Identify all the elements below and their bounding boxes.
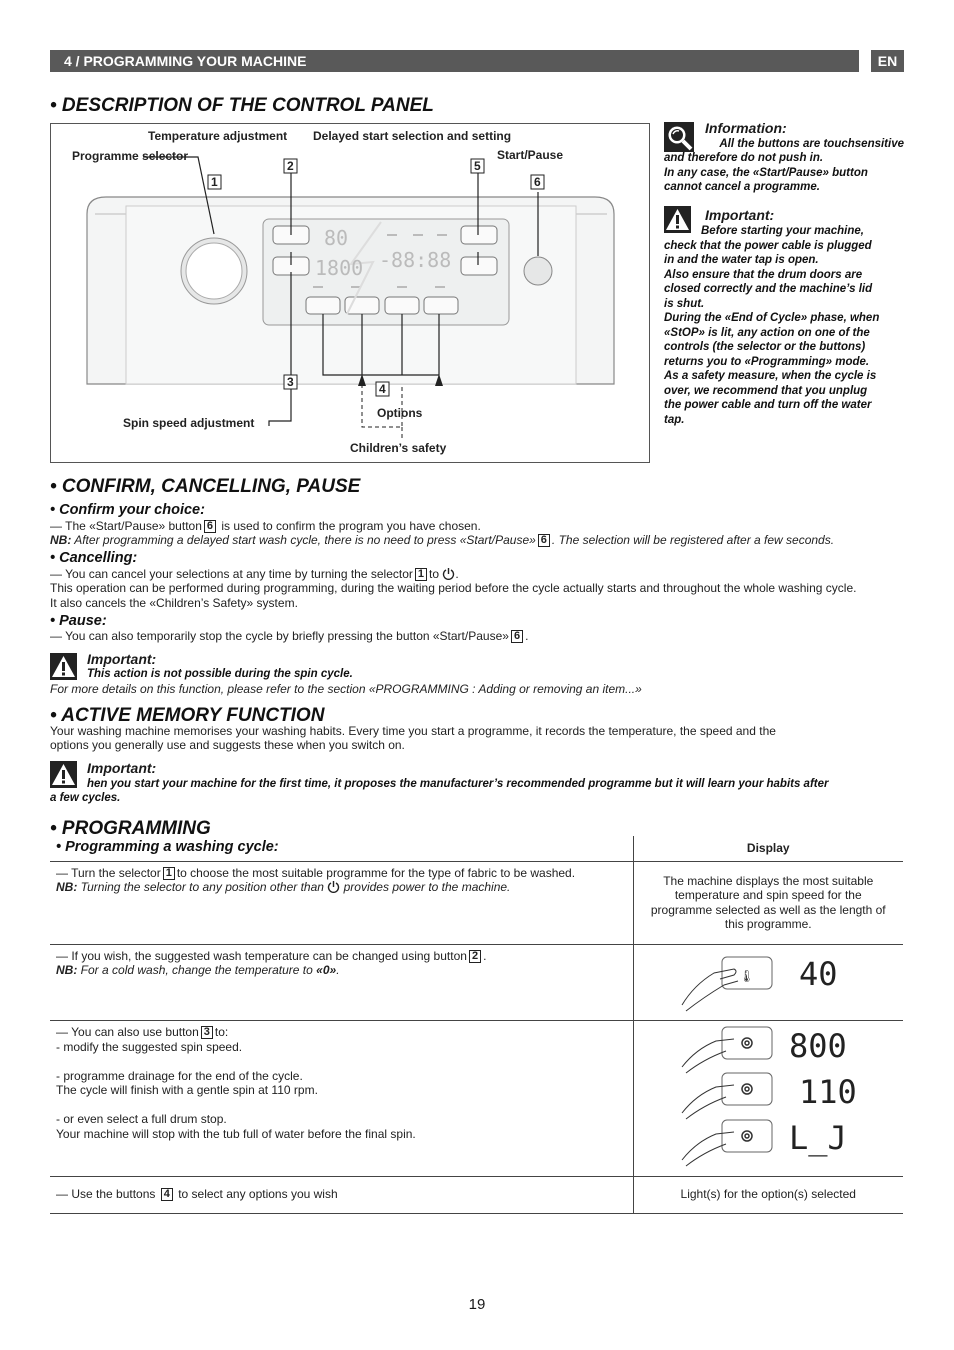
warning-icon [50, 761, 77, 793]
pause-title: • Pause: [50, 613, 107, 629]
pause-text [50, 629, 528, 644]
text: to select any options you wish [178, 1186, 338, 1201]
cancelling-text-1 [50, 567, 459, 582]
ref-3: 3 [201, 1026, 213, 1039]
label-programme-selector: Programme selector [72, 149, 189, 163]
table-header-row [50, 836, 903, 861]
row1-display: The machine displays the most suitable temperature and spin speed for the programme selected as well as the length of this programme. [633, 861, 903, 944]
display-value: 110 [799, 1073, 858, 1111]
information-line-1: All the buttons are touchsensitive [719, 138, 904, 150]
confirm-choice-text [50, 519, 910, 534]
memory-text-1: Your washing machine memorises your washing habits. Every time you start a programme, it records the temperature, the speed and the [50, 724, 776, 738]
table-row [50, 1021, 903, 1177]
information-line-2: and therefore do not push in. [664, 152, 824, 164]
text: is used to confirm the program you have chosen. [221, 519, 481, 533]
row2-display [633, 944, 903, 1021]
text: to: [214, 1025, 229, 1039]
table-row [50, 861, 903, 944]
text: For a cold wash, change the temperature to [80, 963, 313, 977]
table-row [50, 944, 903, 1021]
text: — The «Start/Pause» button [50, 519, 202, 533]
thermometer-icon: 🌡 [739, 968, 755, 983]
display-value: L_J [789, 1119, 848, 1157]
important-side-line: returns you to «Programming» mode. [664, 355, 870, 368]
cancelling-title: • Cancelling: [50, 550, 138, 566]
display-time: -88:88 [379, 248, 452, 272]
row3-instruction [50, 1021, 633, 1177]
important-side-line: the power cable and turn off the water [664, 399, 872, 411]
row3-display [633, 1021, 903, 1177]
label-delayed-start: Delayed start selection and setting [313, 129, 512, 143]
text: to [429, 567, 440, 581]
language-badge: EN [871, 50, 904, 72]
control-panel-diagram [50, 123, 650, 463]
text: . [336, 963, 340, 977]
text: - modify the suggested spin speed. [56, 1039, 243, 1054]
text: — You can also temporarily stop the cycle by briefly pressing the button «Start/Pause» [50, 629, 509, 643]
section-header: 4 / PROGRAMMING YOUR MACHINE [50, 50, 859, 72]
ref-2: 2 [469, 950, 481, 963]
important-side-line: As a safety measure, when the cycle is [664, 370, 877, 382]
important-side-line: During the «End of Cycle» phase, when [664, 312, 880, 324]
text: — If you wish, the suggested wash temperature can be changed using button [56, 948, 467, 963]
warning-icon [50, 653, 77, 685]
ref-6: 6 [511, 630, 523, 643]
label-childrens-safety: Children’s safety [350, 441, 447, 455]
confirm-choice-title: • Confirm your choice: [50, 502, 205, 518]
important-side-line: Also ensure that the drum doors are [664, 268, 863, 281]
callout-6: 6 [534, 175, 541, 189]
control-panel-title: • DESCRIPTION OF THE CONTROL PANEL [50, 95, 434, 116]
confirm-important-title: Important: [87, 651, 157, 667]
important-side-title: Important: [705, 207, 775, 223]
table-row [50, 1176, 903, 1213]
important-side-line: in and the water tap is open. [664, 254, 819, 266]
display-spin: 1800 [315, 256, 364, 280]
cancelling-text-3: It also cancels the «Children’s Safety» system. [50, 596, 298, 610]
important-side-line: «StOP» is lit, any action on one of the [664, 326, 870, 339]
text: Your machine will stop with the tub full of water before the final spin. [56, 1126, 416, 1141]
text: . [455, 567, 459, 581]
information-line-4: cannot cancel a programme. [664, 181, 820, 193]
ref-4: 4 [161, 1188, 173, 1201]
text: - or even select a full drum stop. [56, 1112, 227, 1126]
confirm-nb-text [50, 533, 930, 548]
row4-display: Light(s) for the option(s) selected [633, 1176, 903, 1213]
text: . [483, 948, 487, 963]
temperature-display-illustration [634, 945, 902, 1017]
text: to choose the most suitable programme for the type of fabric to be washed. [176, 865, 576, 880]
information-line-3: In any case, the «Start/Pause» button [664, 167, 868, 179]
callout-1: 1 [211, 175, 218, 189]
power-icon [442, 567, 455, 580]
callout-5: 5 [474, 159, 481, 173]
memory-important-title: Important: [87, 760, 157, 776]
row1-instruction [50, 861, 633, 944]
programming-table [50, 836, 903, 1214]
text: . [525, 629, 529, 643]
text: — You can also use button [56, 1025, 199, 1039]
important-side-line: tap. [664, 413, 685, 426]
memory-important-text-1: hen you start your machine for the first time, it proposes the manufacturer’s recommended programme but it will learn your habits after [87, 778, 829, 790]
label-temperature: Temperature adjustment [148, 129, 288, 143]
text: Turning the selector to any position other than [80, 880, 324, 894]
important-side-line: closed correctly and the machine’s lid [664, 283, 873, 295]
confirm-important-text: This action is not possible during the spin cycle. [87, 668, 353, 680]
nb-label: NB: [56, 880, 78, 894]
row4-instruction [50, 1176, 633, 1213]
text: «0» [316, 963, 337, 977]
confirm-important-note: For more details on this function, please refer to the section «PROGRAMMING : Adding or removing an item...» [50, 682, 642, 696]
text: . The selection will be registered after a few seconds. [551, 533, 835, 547]
important-side-text [664, 224, 906, 427]
memory-title: • ACTIVE MEMORY FUNCTION [50, 705, 325, 726]
nb-label: NB: [50, 533, 72, 547]
information-title: Information: [705, 120, 787, 136]
ref-1: 1 [163, 867, 175, 880]
callout-4: 4 [379, 382, 386, 396]
text: - programme drainage for the end of the cycle. [56, 1068, 303, 1083]
text: The cycle will finish with a gentle spin at 110 rpm. [56, 1083, 318, 1097]
ref-6: 6 [538, 534, 550, 547]
power-icon [327, 880, 340, 893]
important-side-line: over, we recommend that you unplug [664, 384, 868, 397]
row2-instruction [50, 944, 633, 1021]
table-header-left [50, 836, 633, 861]
callout-3: 3 [287, 375, 294, 389]
important-side-line: check that the power cable is plugged [664, 239, 872, 252]
table-header-right: Display [633, 836, 903, 861]
label-options: Options [377, 406, 423, 420]
important-side-line: Before starting your machine, [701, 225, 864, 237]
memory-text-2: options you generally use and suggests these when you switch on. [50, 738, 405, 752]
important-side-line: is shut. [664, 297, 705, 310]
programming-title: • PROGRAMMING [50, 818, 211, 839]
display-value: 40 [799, 954, 838, 993]
nb-label: NB: [56, 963, 78, 977]
callout-2: 2 [287, 159, 294, 173]
display-temperature: 80 [324, 226, 349, 250]
control-panel-illustration [51, 124, 649, 462]
column-header: • Programming a washing cycle: [56, 839, 279, 855]
text: provides power to the machine. [343, 880, 511, 894]
text: — Use the buttons [56, 1186, 156, 1201]
ref-6: 6 [204, 520, 216, 533]
spin-display-illustration [634, 1021, 902, 1172]
display-value: 800 [789, 1027, 848, 1065]
label-spin-speed: Spin speed adjustment [123, 416, 255, 430]
text: — Turn the selector [56, 865, 161, 880]
memory-important-text-2: a few cycles. [50, 792, 121, 804]
magnifier-icon [664, 122, 694, 152]
text: After programming a delayed start wash cycle, there is no need to press «Start/Pause» [74, 533, 536, 547]
ref-1: 1 [415, 568, 427, 581]
cancelling-text-2: This operation can be performed during programming, during the waiting period before the cycle actually starts and throughout the whole washing cycle. [50, 581, 857, 595]
page-number: 19 [468, 1296, 486, 1313]
text: — You can cancel your selections at any time by turning the selector [50, 567, 413, 581]
confirm-section-title: • CONFIRM, CANCELLING, PAUSE [50, 476, 361, 497]
label-start-pause: Start/Pause [497, 148, 564, 162]
important-side-line: controls (the selector or the buttons) [664, 341, 866, 353]
